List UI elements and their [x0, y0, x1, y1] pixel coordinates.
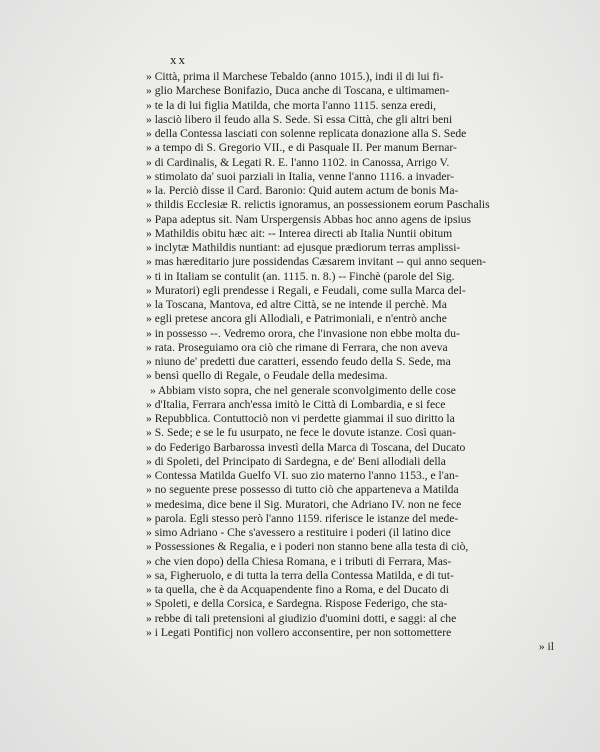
text-line: » Mathildis obitu hæc ait: -- Interea directi ab Italia Nuntii obitum [146, 226, 453, 240]
catchword: » il [538, 640, 554, 653]
text-line: » te la di lui figlia Matilda, che morta l'anno 1115. senza eredi, [146, 98, 437, 112]
text-line: » ta quella, che è da Acquapendente fino a Roma, e del Ducato di [146, 583, 449, 596]
text-line: » mas hæreditario jure possidendas Cæsarem invitant -- qui anno sequen- [146, 255, 487, 269]
text-line: » la. Perciò disse il Card. Baronio: Quid autem actum de bonis Ma- [146, 184, 459, 197]
text-line: » rata. Proseguiamo ora ciò che rimane di Ferrara, che non aveva [146, 340, 448, 354]
page-number: xx [170, 52, 187, 67]
text-line: » di Spoleti, del Principato di Sardegna, e de' Beni allodiali della [146, 454, 446, 468]
text-line: » Repubblica. Contuttociò non vi perdette giammai il suo diritto la [146, 412, 455, 425]
text-line: » bensì quello di Regale, o Feudale della medesima. [146, 369, 388, 383]
text-line: » Papa adeptus sit. Nam Urspergensis Abbas hoc anno agens de ipsius [146, 212, 472, 226]
text-line: » Muratori) egli prendesse i Regali, e Feudali, come sulla Marca del- [146, 283, 466, 297]
text-line: » thildis Ecclesiæ R. relictis ignoramus, an possessionem eorum Paschalis [146, 198, 490, 212]
text-line: » i Legati Pontificj non vollero acconsentire, per non sottomettere [146, 625, 452, 639]
text-line: » inclytæ Mathildis nuntiant: ad ejusque prædiorum terras amplissi- [146, 241, 461, 254]
text-line: » Abbiam visto sopra, che nel generale sconvolgimento delle cose [150, 383, 456, 397]
text-line: » Possessiones & Regalia, e i poderi non stanno bene alla testa di ciò, [146, 540, 469, 554]
text-line: » in possesso --. Vedremo orora, che l'invasione non ebbe molta du- [146, 326, 460, 340]
text-line: » Contessa Matilda Guelfo VI. suo zio materno l'anno 1153., e l'an- [146, 469, 459, 482]
text-line: » no seguente prese possesso di tutto ciò che apparteneva a Matilda [146, 483, 459, 497]
text-line: » egli pretese ancora gli Allodiali, e Patrimoniali, e n'entrò anche [146, 312, 447, 326]
text-line: » la Toscana, Mantova, ed altre Città, se ne intende il perchè. Ma [146, 298, 447, 311]
text-line: » niuno de' predetti due caratteri, essendo feudo della S. Sede, ma [146, 355, 451, 368]
text-line: » Spoleti, e della Corsica, e Sardegna. Rispose Federigo, che sta- [146, 597, 448, 611]
text-line: » d'Italia, Ferrara anch'essa imitò le Città di Lombardia, e si fece [146, 397, 446, 411]
text-line: » lasciò libero il feudo alla S. Sede. Sì essa Città, che gli altri beni [146, 112, 453, 126]
text-line: » Città, prima il Marchese Tebaldo (anno 1015.), indi il di lui fi- [146, 70, 444, 83]
text-line: » glio Marchese Bonifazio, Duca anche di Toscana, e ultimamen- [146, 84, 450, 98]
text-line: » ti in Italiam se contulit (an. 1115. n. 8.) -- Finchè (parole del Sig. [146, 269, 455, 283]
text-line: » medesima, dice bene il Sig. Muratori, che Adriano IV. non ne fece [146, 497, 462, 511]
text-line: » a tempo di S. Gregorio VII., e di Pasquale II. Per manum Bernar- [146, 141, 457, 155]
text-line: » rebbe di tali pretensioni al giudizio d'uomini dotti, e saggi: al che [146, 611, 457, 625]
text-line: » parola. Egli stesso però l'anno 1159. riferisce le istanze del mede- [146, 511, 459, 525]
text-line: » simo Adriano - Che s'avessero a restituire i poderi (il latino dice [146, 526, 451, 539]
text-line: » della Contessa lasciati con solenne replicata donazione alla S. Sede [146, 127, 467, 140]
text-line: » che vien dopo) della Chiesa Romana, e i tributi di Ferrara, Mas- [146, 554, 452, 568]
text-line: » do Federigo Barbarossa investì della Marca di Toscana, del Ducato [146, 440, 466, 454]
text-line: » S. Sede; e se le fu usurpato, ne fece le dovute istanze. Così quan- [146, 426, 457, 440]
text-line: » sa, Figheruolo, e di tutta la terra della Contessa Matilda, e di tut- [146, 568, 454, 582]
page-body-text [146, 70, 554, 654]
text-line: » stimolato da' suoi parziali in Italia, venne l'anno 1116. a invader- [146, 169, 454, 183]
text-line: » di Cardinalis, & Legati R. E. l'anno 1102. in Canossa, Arrigo V. [146, 155, 450, 169]
